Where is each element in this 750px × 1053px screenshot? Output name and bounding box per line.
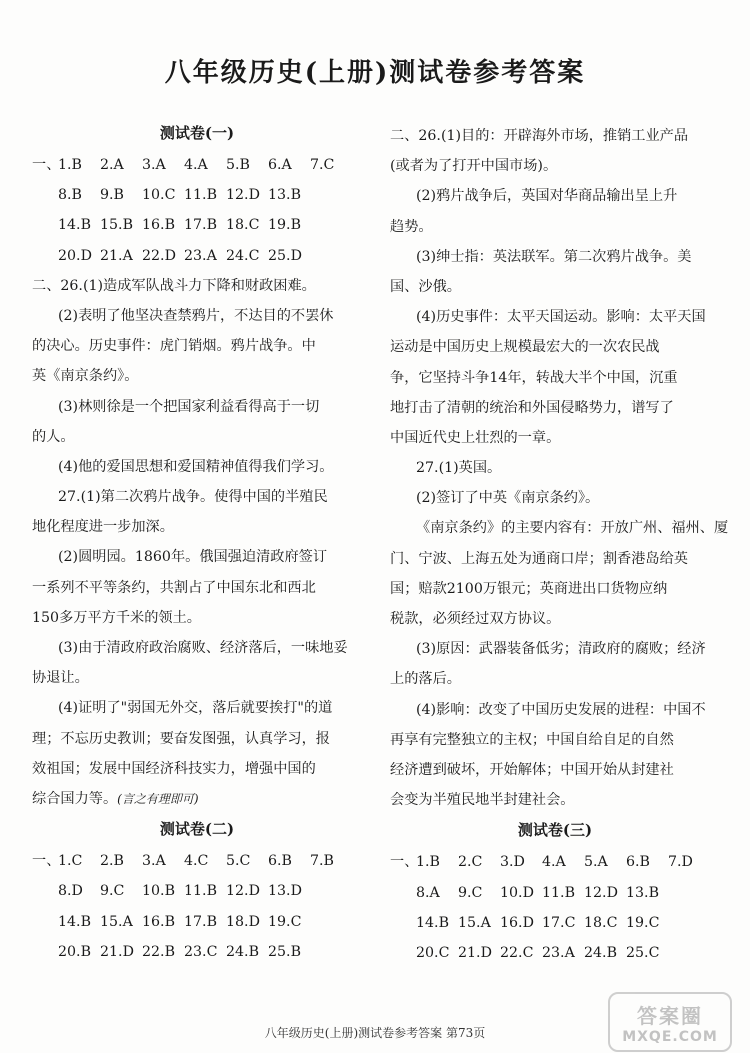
- answer-line: 理；不忘历史教训；要奋发图强，认真学习，报: [32, 730, 330, 747]
- mcq-answer: 1.C: [58, 853, 83, 870]
- mcq-row: [390, 908, 720, 938]
- answer-line: 趋势。: [390, 218, 433, 235]
- answer-line: 27.(1)第二次鸦片战争。使得中国的半殖民: [58, 489, 328, 506]
- mcq-answer: 9.C: [458, 884, 483, 901]
- test-2-heading: 测试卷(二): [159, 820, 235, 839]
- test-3-heading: 测试卷(三): [517, 821, 593, 840]
- answer-line: 门、宁波、上海五处为通商口岸；割香港岛给英: [390, 550, 688, 567]
- mcq-answer: 23.C: [184, 943, 218, 960]
- mcq-answer: 21.D: [458, 944, 492, 961]
- mcq-answer: 17.B: [184, 913, 217, 930]
- mcq-prefix: [32, 937, 58, 967]
- mcq-answer: 24.B: [584, 944, 617, 961]
- answer-line: 中国近代史上壮烈的一章。: [390, 429, 561, 446]
- mcq-answer: 13.B: [268, 187, 301, 204]
- mcq-row: [32, 180, 362, 210]
- mcq-answer: 11.B: [184, 883, 217, 900]
- mcq-answer: 6.B: [268, 853, 292, 870]
- answer-line: 一系列不平等条约，共割占了中国东北和西北: [32, 579, 316, 596]
- mcq-answer: 19.C: [626, 914, 660, 931]
- mcq-answer: 18.D: [226, 913, 260, 930]
- mcq-row: [32, 210, 362, 240]
- mcq-answer: 14.B: [58, 913, 91, 930]
- mcq-answer: 7.C: [310, 157, 335, 173]
- mcq-row: [32, 876, 362, 906]
- mcq-prefix: [32, 180, 58, 210]
- answer-line: (2)表明了他坚决查禁鸦片，不达目的不罢休: [58, 307, 334, 324]
- answer-line: 英《南京条约》。: [32, 368, 139, 385]
- mcq-answer: 17.C: [542, 914, 576, 931]
- answer-line: (4)他的爱国思想和爱国精神值得我们学习。: [58, 458, 334, 475]
- mcq-prefix: [32, 210, 58, 240]
- mcq-answer: 25.C: [626, 944, 660, 961]
- answer-line: 的决心。历史事件：虎门销烟。鸦片战争。中: [32, 338, 316, 355]
- answer-line: (4)证明了"弱国无外交，落后就要挨打"的道: [58, 700, 333, 717]
- mcq-answer: 18.C: [584, 914, 618, 931]
- mcq-answer: 2.B: [100, 853, 124, 870]
- watermark-text: 答案圈: [637, 1003, 703, 1028]
- answer-line: (2)圆明园。1860年。俄国强迫清政府签订: [58, 549, 328, 566]
- mcq-row: [390, 847, 720, 877]
- mcq-answer: 25.B: [268, 943, 301, 960]
- answer-line: 上的落后。: [390, 671, 461, 688]
- answer-line: (3)林则徐是一个把国家利益看得高于一切: [58, 398, 320, 415]
- mcq-answer: 21.A: [100, 247, 133, 264]
- mcq-answer: 15.A: [100, 913, 133, 930]
- mcq-answer: 3.D: [500, 854, 525, 871]
- mcq-prefix: [390, 878, 416, 908]
- answer-line: (或者为了打开中国市场)。: [390, 158, 558, 175]
- answer-line: 二、26.(1)目的：开辟海外市场，推销工业产品: [390, 128, 689, 144]
- mcq-answer: 24.C: [226, 247, 260, 264]
- mcq-answer: 9.B: [100, 187, 124, 204]
- mcq-prefix: [390, 908, 416, 938]
- mcq-row: [32, 907, 362, 937]
- answer-line-last: [32, 784, 362, 814]
- mcq-answer: 20.D: [58, 247, 92, 264]
- mcq-answer: 20.B: [58, 943, 91, 960]
- mcq-answer: 15.B: [100, 217, 133, 234]
- mcq-row: [32, 937, 362, 967]
- mcq-answer: 12.D: [226, 187, 260, 204]
- mcq-answer: 2.C: [458, 854, 483, 871]
- mcq-answer: 16.D: [500, 914, 534, 931]
- answer-line: 国、沙俄。: [390, 278, 461, 295]
- mcq-answer: 15.A: [458, 914, 491, 931]
- answer-line: (3)原因：武器装备低劣；清政府的腐败；经济: [416, 641, 706, 658]
- answer-line: 《南京条约》的主要内容有：开放广州、福州、厦: [416, 520, 729, 537]
- answer-line: (2)鸦片战争后，英国对华商品输出呈上升: [416, 188, 678, 205]
- answer-line: 二、26.(1)造成军队战斗力下降和财政困难。: [32, 277, 316, 294]
- mcq-answer: 22.C: [500, 944, 534, 961]
- right-column: [390, 121, 729, 968]
- mcq-answer: 16.B: [142, 913, 175, 930]
- watermark-logo: [608, 992, 732, 1052]
- left-column: [32, 118, 362, 967]
- mcq-prefix: [32, 241, 58, 271]
- mcq-answer: 25.D: [268, 247, 302, 264]
- mcq-answer: 20.C: [416, 944, 450, 961]
- mcq-answer: 2.A: [100, 157, 124, 173]
- mcq-answer: 22.D: [142, 247, 176, 264]
- mcq-answer: 6.A: [268, 157, 292, 173]
- watermark-url: MXQE.COM: [622, 1028, 718, 1045]
- answer-line: (3)由于清政府政治腐败、经济落后，一味地妥: [58, 640, 348, 656]
- mcq-answer: 18.C: [226, 217, 260, 234]
- answer-line: (4)影响：改变了中国历史发展的进程：中国不: [416, 701, 706, 718]
- answer-line: 争，它坚持斗争14年，转战大半个中国，沉重: [390, 369, 678, 386]
- answer-line: 运动是中国历史上规模最宏大的一次农民战: [390, 339, 660, 356]
- answer-line: 150多万平方千米的领土。: [32, 609, 201, 626]
- mcq-answer: 11.B: [184, 187, 217, 204]
- mcq-prefix: 一、: [32, 157, 61, 173]
- mcq-answer: 19.B: [268, 217, 301, 234]
- answer-line: 效祖国；发展中国经济科技实力，增强中国的: [32, 760, 316, 777]
- mcq-answer: 5.A: [584, 854, 608, 871]
- answer-line: 地打击了清朝的统治和外国侵略势力，谱写了: [390, 399, 674, 416]
- answer-line: (4)历史事件：太平天国运动。影响：太平天国: [416, 309, 706, 326]
- grading-note: (言之有理即可): [117, 791, 199, 806]
- mcq-answer: 10.C: [142, 187, 176, 204]
- mcq-row: [32, 241, 362, 271]
- mcq-row: [32, 150, 362, 180]
- mcq-answer: 7.B: [310, 853, 334, 870]
- answer-line: 税款，必须经过双方协议。: [390, 611, 561, 627]
- mcq-answer: 14.B: [416, 914, 449, 931]
- answer-line: 协退让。: [32, 670, 89, 687]
- mcq-prefix: [32, 907, 58, 937]
- mcq-row: [32, 846, 362, 876]
- mcq-row: [390, 878, 720, 908]
- mcq-answer: 5.B: [226, 157, 250, 173]
- test-1-heading: 测试卷(一): [159, 124, 235, 142]
- mcq-answer: 19.C: [268, 913, 302, 930]
- answer-line: (3)绅士指：英法联军。第二次鸦片战争。美: [416, 248, 692, 265]
- answer-line: 国；赔款2100万银元；英商进出口货物应纳: [390, 580, 668, 597]
- mcq-answer: 16.B: [142, 217, 175, 234]
- mcq-answer: 3.A: [142, 853, 166, 870]
- mcq-prefix: [32, 876, 58, 906]
- answer-line: 再享有完整独立的主权；中国自给自足的自然: [390, 731, 674, 748]
- mcq-answer: 13.B: [626, 884, 659, 901]
- answer-line: 的人。: [32, 428, 75, 445]
- page-footer: 八年级历史(上册)测试卷参考答案 第73页: [264, 1026, 486, 1040]
- mcq-answer: 6.B: [626, 854, 650, 871]
- mcq-answer: 7.D: [668, 854, 693, 871]
- mcq-prefix: [390, 938, 416, 968]
- mcq-answer: 4.A: [184, 157, 208, 173]
- page-title: 八年级历史(上册)测试卷参考答案: [164, 58, 586, 88]
- mcq-answer: 8.D: [58, 883, 83, 900]
- mcq-answer: 3.A: [142, 157, 166, 173]
- mcq-answer: 24.B: [226, 943, 259, 960]
- mcq-row: [390, 938, 720, 968]
- mcq-answer: 13.D: [268, 883, 302, 900]
- answer-line: 地化程度进一步加深。: [32, 519, 174, 536]
- mcq-answer: 14.B: [58, 217, 91, 234]
- mcq-answer: 11.B: [542, 884, 575, 901]
- mcq-answer: 1.B: [416, 854, 440, 871]
- mcq-answer: 8.B: [58, 187, 82, 204]
- mcq-answer: 23.A: [184, 247, 217, 264]
- mcq-answer: 10.D: [500, 884, 534, 901]
- mcq-answer: 4.A: [542, 854, 566, 871]
- mcq-answer: 10.B: [142, 883, 175, 900]
- answer-line: 会变为半殖民地半封建社会。: [390, 792, 575, 809]
- mcq-answer: 9.C: [100, 883, 125, 900]
- mcq-answer: 12.D: [584, 884, 618, 901]
- mcq-answer: 17.B: [184, 217, 217, 234]
- answer-line: 27.(1)英国。: [416, 460, 502, 477]
- mcq-answer: 5.C: [226, 853, 251, 870]
- mcq-answer: 22.B: [142, 943, 175, 960]
- mcq-prefix: 一、: [32, 853, 61, 870]
- mcq-prefix: 一、: [390, 854, 419, 871]
- mcq-answer: 12.D: [226, 883, 260, 900]
- answer-line: 经济遭到破坏，开始解体；中国开始从封建社: [390, 761, 674, 778]
- mcq-answer: 1.B: [58, 157, 82, 173]
- mcq-answer: 8.A: [416, 884, 440, 901]
- mcq-answer: 4.C: [184, 853, 209, 870]
- answer-line: (2)签订了中英《南京条约》。: [416, 490, 600, 507]
- mcq-answer: 21.D: [100, 943, 134, 960]
- mcq-answer: 23.A: [542, 944, 575, 961]
- answer-text: 综合国力等。: [32, 790, 118, 807]
